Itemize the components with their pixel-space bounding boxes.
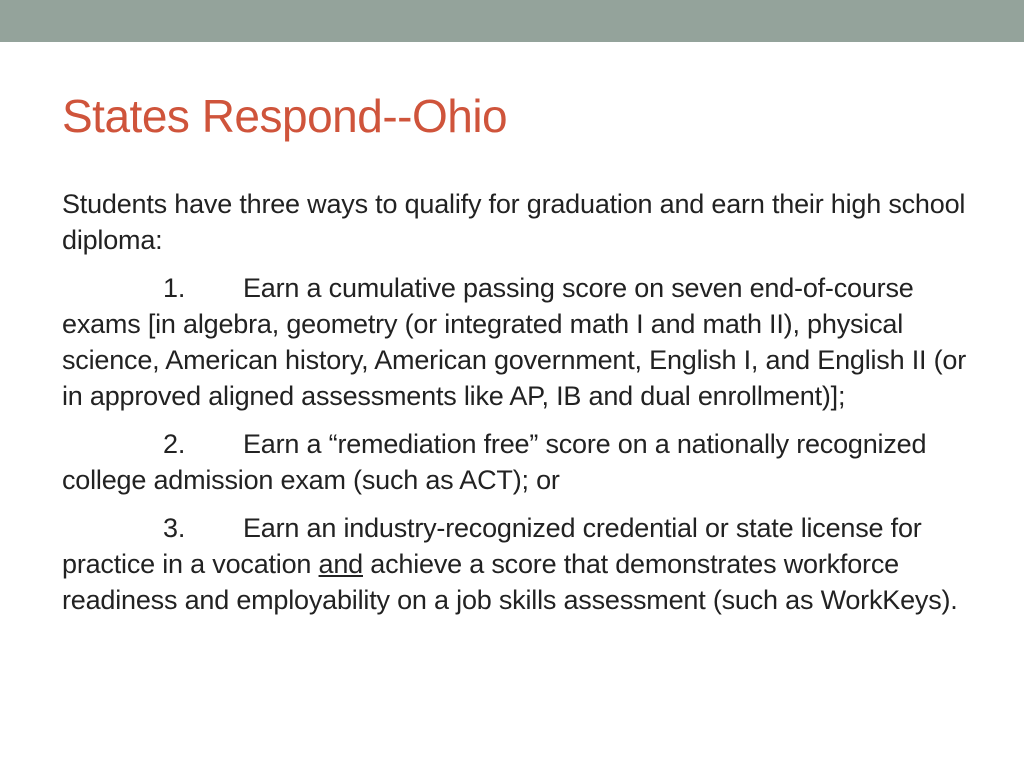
list-item-1 [62,270,972,414]
top-accent-band [0,0,1024,42]
item-text-before: Earn an industry-recognized credential or state license for practice in a vocation [62,513,922,579]
item-number: 2. [163,429,186,459]
item-number: 3. [163,513,186,543]
list-item-2 [62,426,972,498]
list-item-3 [62,510,972,618]
item-text: Earn a cumulative passing score on seven end-of-course exams [in algebra, geometry (or integrated math I and math II), physical science, American history, American government, English I, and English II (or in approved aligned assessments like AP, IB and dual enrollment)]; [62,273,967,411]
item-text-after: achieve a score that demonstrates workforce readiness and employability on a job skills assessment (such as WorkKeys). [62,549,958,615]
item-number: 1. [163,273,186,303]
underlined-word: and [318,549,363,579]
slide-body [62,186,972,630]
slide-title: States Respond--Ohio [62,90,508,142]
intro-text: Students have three ways to qualify for graduation and earn their high school diploma: [62,189,966,255]
item-text: Earn a “remediation free” score on a nationally recognized college admission exam (such as ACT); or [62,429,927,495]
